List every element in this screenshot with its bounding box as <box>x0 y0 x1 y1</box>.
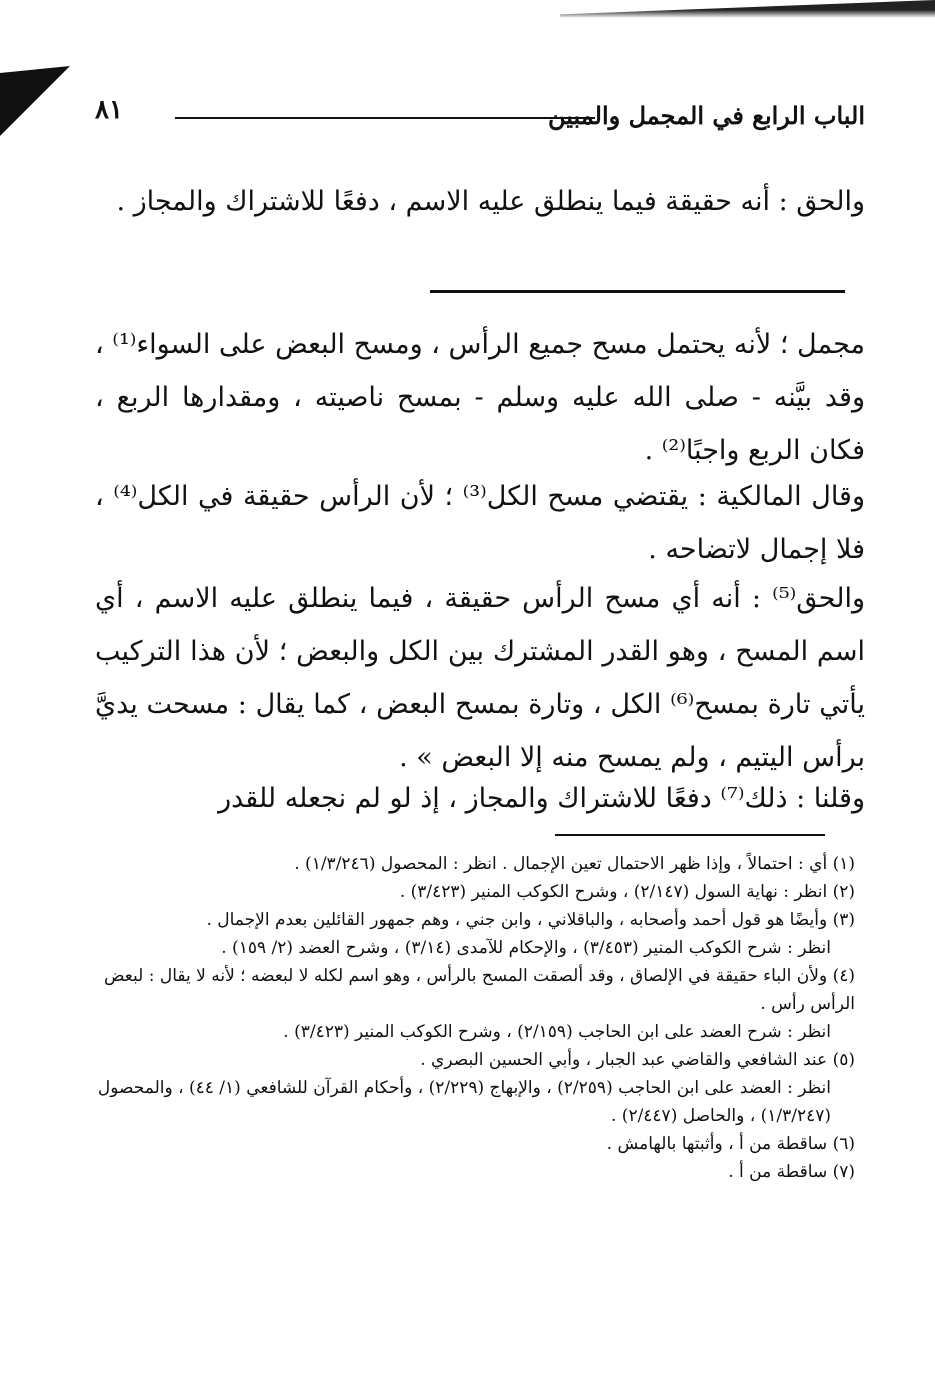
scan-edge-top <box>560 0 935 18</box>
footnote-rule <box>555 834 825 836</box>
paragraph-4: والحق⁽⁵⁾ : أنه أي مسح الرأس حقيقة ، فيما ينطلق عليه الاسم ، أي اسم المسح ، وهو القدر المشترك بين الكل والبعض ؛ لأن هذا التركيب يأتي تارة بمسح⁽⁶⁾ الكل ، وتارة بمسح البعض ، كما يقال : مسحت يديَّ برأس اليتيم ، ولم يمسح منه إلا البعض » . <box>95 583 866 773</box>
running-title: الباب الرابع في المجمل والمبين <box>548 101 865 130</box>
section-rule <box>430 290 845 293</box>
footnote-4: (٤) ولأن الباء حقيقة في الإلصاق ، وقد ألصقت المسح بالرأس ، وهو اسم لكله لا لبعضه ؛ لأنه لا يقال : لبعض الرأس رأس . <box>103 966 855 1014</box>
paragraph-1: والحق : أنه حقيقة فيما ينطلق عليه الاسم ، دفعًا للاشتراك والمجاز . <box>116 186 865 217</box>
footnote-1: (١) أي : احتمالاً ، وإذا ظهر الاحتمال تعين الإجمال . انظر : المحصول (١/٣/٢٤٦) . <box>294 854 855 874</box>
paragraph-5: وقلنا : ذلك⁽⁷⁾ دفعًا للاشتراك والمجاز ، إذ لو لم نجعله للقدر <box>218 783 865 814</box>
footnote-5-refs: انظر : العضد على ابن الحاجب (٢/٢٥٩) ، والإبهاج (٢/٢٢٩) ، وأحكام القرآن للشافعي (١/ ٤٤) ، والمحصول (١/٣/٢٤٧) ، والحاصل (٢/٤٤٧) . <box>97 1078 831 1126</box>
footnote-4-refs: انظر : شرح العضد على ابن الحاجب (٢/١٥٩) ، وشرح الكوكب المنير (٣/٤٢٣) . <box>283 1022 831 1042</box>
footnote-6: (٦) ساقطة من أ ، وأثبتها بالهامش . <box>606 1134 855 1154</box>
footnote-5: (٥) عند الشافعي والقاضي عبد الجبار ، وأبي الحسين البصري . <box>420 1050 855 1070</box>
page-number: ٨١ <box>95 95 123 125</box>
footnote-2: (٢) انظر : نهاية السول (٢/١٤٧) ، وشرح الكوكب المنير (٣/٤٢٣) . <box>399 882 855 902</box>
paragraph-2: مجمل ؛ لأنه يحتمل مسح جميع الرأس ، ومسح البعض على السواء⁽¹⁾ ، وقد بيَّنه - صلى الله عليه وسلم - بمسح ناصيته ، ومقدارها الربع ، فكان الربع واجبًا⁽²⁾ . <box>95 329 865 466</box>
footnotes <box>95 850 855 1186</box>
footnote-7: (٧) ساقطة من أ . <box>728 1162 855 1182</box>
scan-edge-corner <box>0 66 70 136</box>
footnote-3-refs: انظر : شرح الكوكب المنير (٣/٤٥٣) ، والإحكام للآمدى (٣/١٤) ، وشرح العضد (٢/ ١٥٩) . <box>221 938 831 958</box>
footnote-3: (٣) وأيضًا هو قول أحمد وأصحابه ، والباقلاني ، وابن جني ، وهم جمهور القائلين بعدم الإجمال . <box>206 910 855 930</box>
header-rule <box>175 117 595 119</box>
page-header <box>95 95 865 140</box>
paragraph-3: وقال المالكية : يقتضي مسح الكل⁽³⁾ ؛ لأن الرأس حقيقة في الكل⁽⁴⁾ ، فلا إجمال لاتضاحه . <box>95 481 865 565</box>
